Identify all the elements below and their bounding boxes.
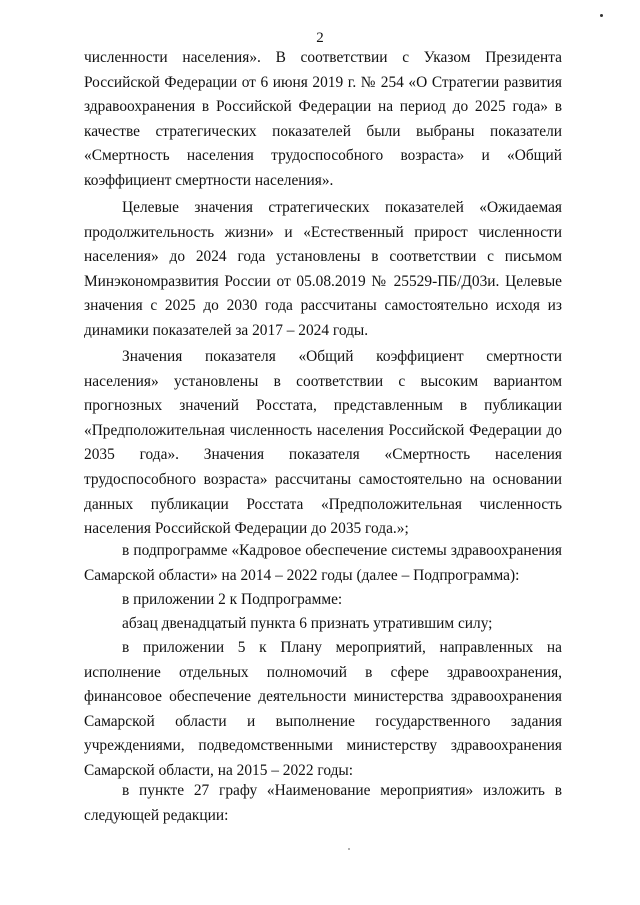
- paragraph-3: Значения показателя «Общий коэффициент смертности населения» установлены в соответствии с высоким вариантом прогнозных значений Росстата, представленным в публикации «Предположительная численность населения Российской Федерации до 2035 года». Значения показателя «Смертность населения трудоспособного возраста» рассчитаны самостоятельно на основании данных публикации Росстата «Предположительная численность населения Российской Федерации до 2035 года.»;: [84, 348, 562, 538]
- page-number: 2: [316, 30, 324, 46]
- paragraph-7: в приложении 5 к Плану мероприятий, направленных на исполнение отдельных полномочий в сфере здравоохранения, финансовое обеспечение деятельности министерства здравоохранения Самарской области и выполнение государственного задания учреждениями, подведомственными министерству здравоохранения Самарской области, на 2015 – 2022 годы:: [84, 639, 562, 779]
- paragraph-2: Целевые значения стратегических показателей «Ожидаемая продолжительность жизни» и «Естественный прирост численности населения» до 2024 года установлены в соответствии с письмом Минэкономразвития России от 05.08.2019 № 25529-ПБ/Д03и. Целевые значения с 2025 до 2030 года рассчитаны самостоятельно исходя из динамики показателей за 2017 – 2024 годы.: [84, 199, 562, 339]
- scan-speck: [600, 14, 603, 17]
- scan-speck: [348, 848, 350, 850]
- paragraph-6: абзац двенадцатый пункта 6 признать утратившим силу;: [122, 615, 493, 632]
- paragraph-1: численности населения». В соответствии с Указом Президента Российской Федерации от 6 июня 2019 г. № 254 «О Стратегии развития здравоохранения в Российской Федерации на период до 2025 года» в качестве стратегических показателей были выбраны показатели «Смертность населения трудоспособного возраста» и «Общий коэффициент смертности населения».: [84, 49, 562, 189]
- paragraph-4: в подпрограмме «Кадровое обеспечение системы здравоохранения Самарской области» на 2014 – 2022 годы (далее – Подпрограмма):: [84, 542, 562, 584]
- paragraph-5: в приложении 2 к Подпрограмме:: [122, 591, 343, 608]
- paragraph-8: в пункте 27 графу «Наименование мероприятия» изложить в следующей редакции:: [84, 782, 562, 824]
